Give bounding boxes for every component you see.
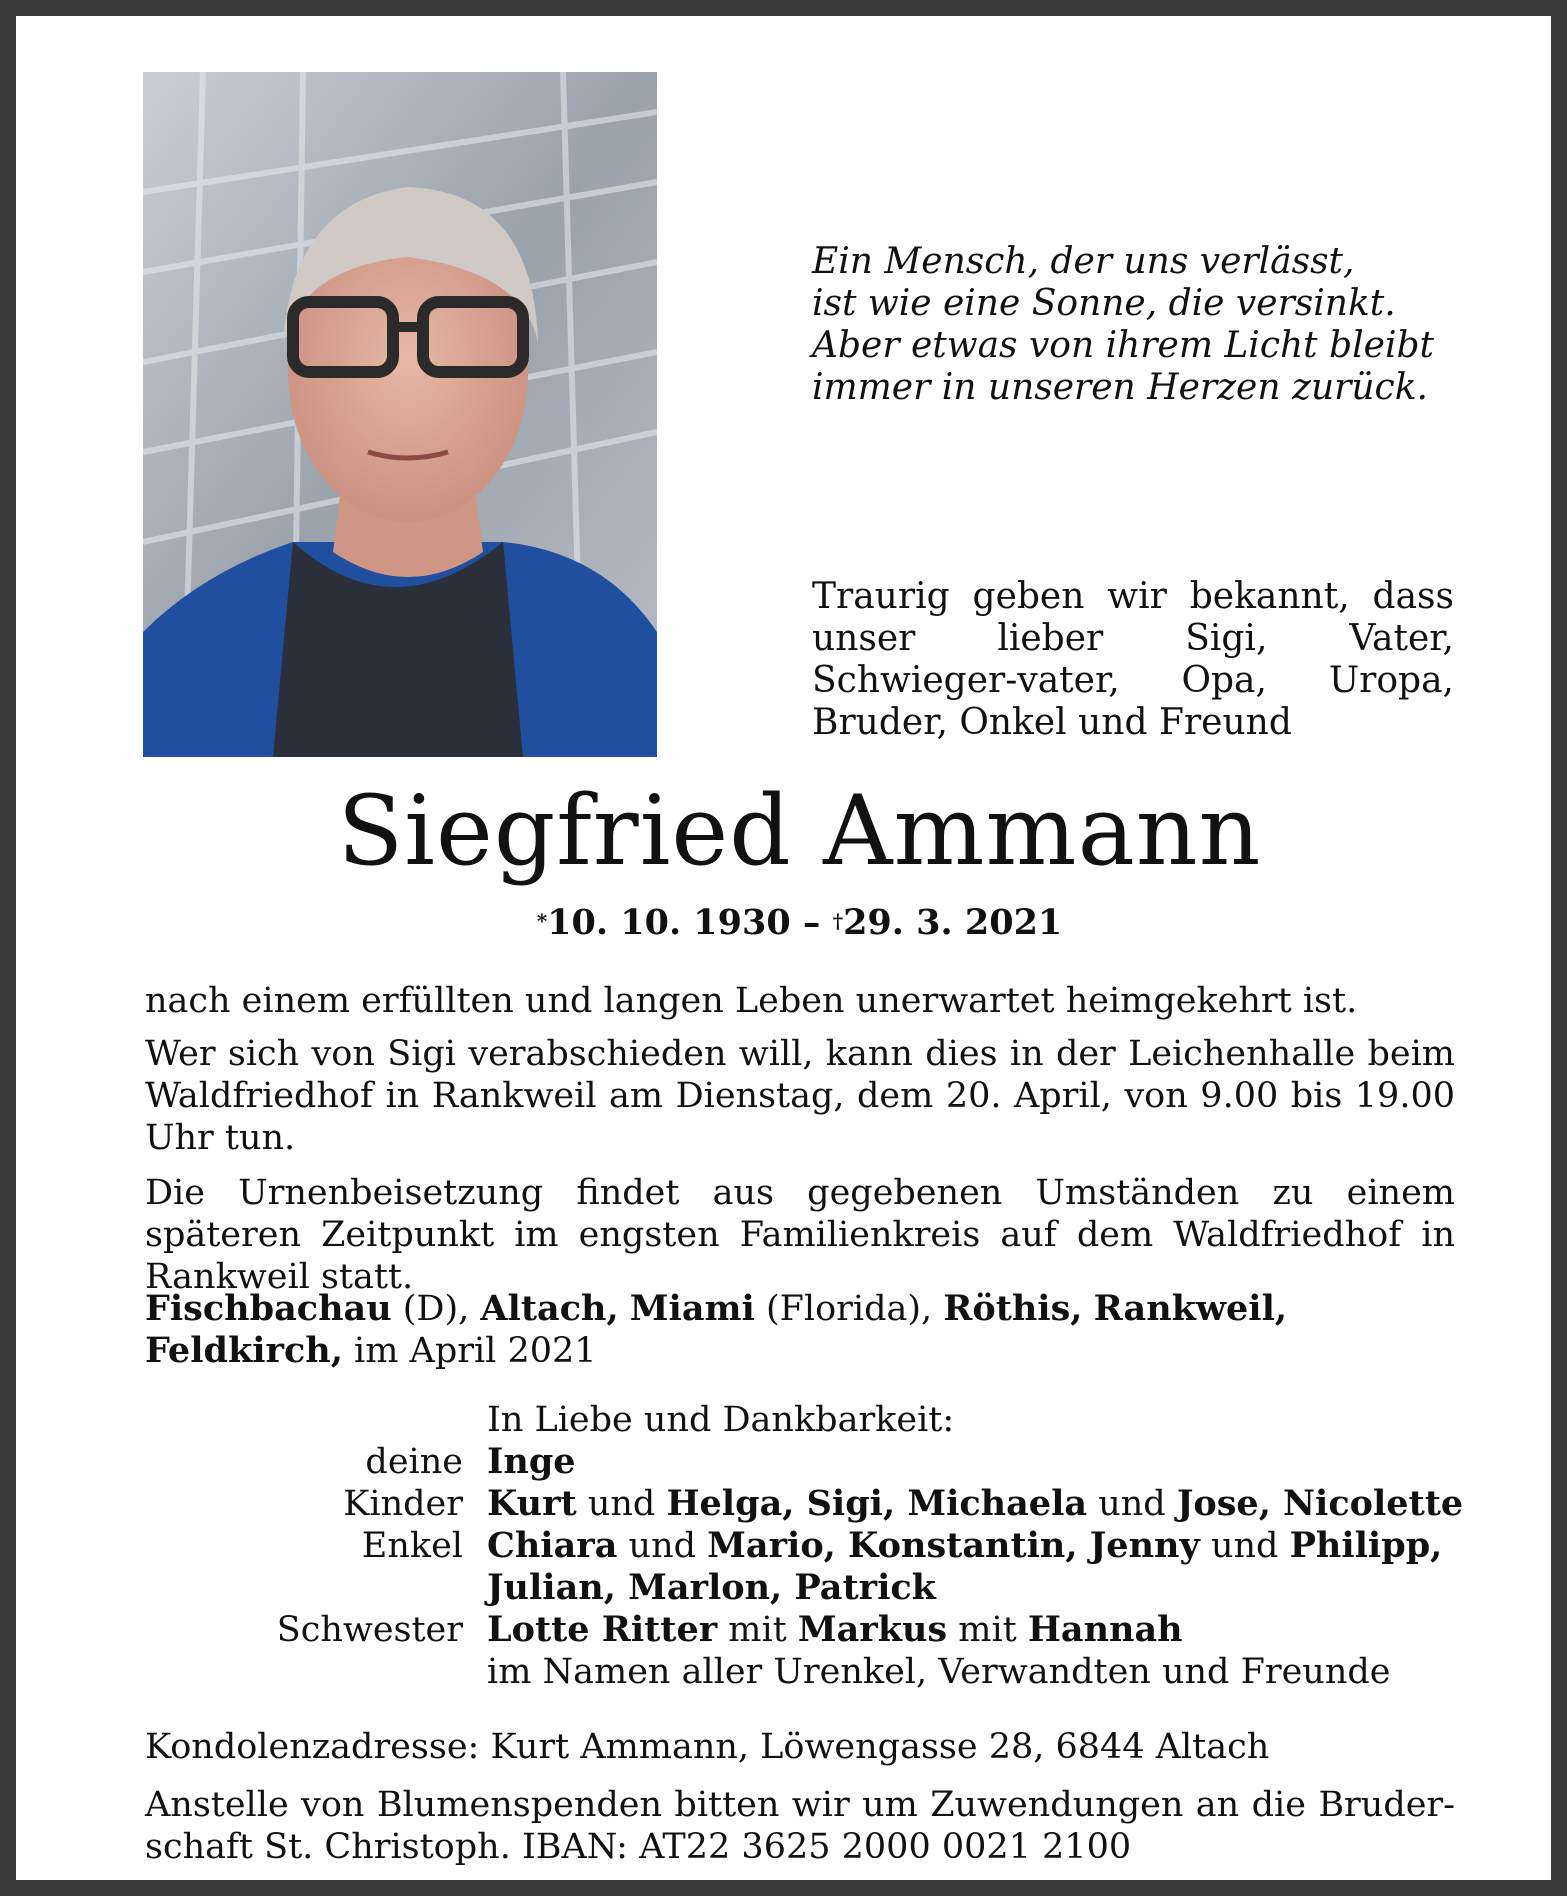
birth-symbol: * [536, 909, 548, 933]
motto-line: ist wie eine Sonne, die versinkt. [812, 283, 1396, 324]
motto-verse [812, 241, 1434, 409]
family-member: Markus [797, 1609, 948, 1650]
donation-request: Anstelle von Blumenspenden bitten wir um Zuwendungen an die Bruder-schaft St. Christoph. IBAN: AT22 3625 2000 0021 2100 [145, 1785, 1455, 1867]
announcement-intro: Traurig geben wir bekannt, dass unser lieber Sigi, Vater, Schwieger-vater, Opa, Uropa, Bruder, Onkel und Freund [812, 576, 1454, 743]
conjunction: mit [717, 1610, 798, 1650]
announcement-date: im April 2021 [342, 1331, 597, 1371]
motto-line: immer in unseren Herzen zurück. [812, 367, 1428, 408]
death-symbol: † [832, 909, 844, 933]
deceased-name: Siegfried Ammann [337, 775, 1262, 887]
motto-line: Aber etwas von ihrem Licht bleibt [812, 325, 1434, 366]
condolence-address: Kondolenzadresse: Kurt Ammann, Löwengasse 28, 6844 Altach [145, 1727, 1270, 1767]
paragraph-heimgekehrt: nach einem erfüllten und langen Leben unerwartet heimgekehrt ist. [145, 981, 1358, 1021]
date-separator: – [790, 902, 833, 943]
family-label: deine [365, 1442, 463, 1482]
family-member: Inge [487, 1441, 576, 1482]
places-and-date [145, 1288, 1455, 1372]
place: Röthis, [943, 1288, 1083, 1329]
family-label: Schwester [276, 1610, 463, 1650]
place: Miami [629, 1288, 755, 1329]
conjunction: und [1087, 1484, 1177, 1524]
portrait-photo-icon [143, 72, 657, 757]
place: Feldkirch, [145, 1330, 343, 1371]
death-date: 29. 3. 2021 [843, 902, 1063, 943]
paragraph-farewell: Wer sich von Sigi verabschieden will, kann dies in der Leichenhalle beim Waldfriedhof in Rankweil am Dienstag, dem 20. April, von 9.00 bis 19.00 Uhr tun. [145, 1034, 1455, 1158]
conjunction: und [617, 1526, 708, 1566]
life-dates [16, 902, 1567, 944]
family-member: Mario, Konstantin, Jenny [707, 1525, 1200, 1566]
family-member: Lotte Ritter [487, 1609, 718, 1650]
family-member: Jose, Nicolette [1176, 1483, 1464, 1524]
family-closing: im Namen aller Urenkel, Verwandten und Freunde [487, 1652, 1391, 1692]
place: Altach, [480, 1288, 619, 1329]
family-label: Kinder [343, 1484, 463, 1524]
place: Fischbachau [145, 1288, 392, 1329]
conjunction: mit [947, 1610, 1028, 1650]
place-note: (D), [391, 1289, 481, 1329]
family-list [145, 1399, 1465, 1693]
family-member: Kurt [487, 1483, 577, 1524]
conjunction: und [576, 1484, 667, 1524]
family-member: Julian, Marlon, Patrick [487, 1567, 936, 1608]
portrait-photo [143, 72, 657, 757]
motto-line: Ein Mensch, der uns verlässt, [812, 241, 1355, 282]
family-member: Hannah [1027, 1609, 1183, 1650]
family-member: Philipp, [1289, 1525, 1443, 1566]
paragraph-burial: Die Urnenbeisetzung findet aus gegebenen Umständen zu einem späteren Zeitpunkt im engsten Familienkreis auf dem Waldfriedhof in Rankweil statt. [145, 1173, 1455, 1297]
place: Rankweil, [1093, 1288, 1288, 1329]
family-heading: In Liebe und Dankbarkeit: [487, 1400, 955, 1440]
conjunction: und [1199, 1526, 1290, 1566]
place-note: (Florida), [754, 1289, 944, 1329]
birth-date: 10. 10. 1930 [547, 902, 791, 943]
family-member: Helga, Sigi, Michaela [666, 1483, 1088, 1524]
family-member: Chiara [487, 1525, 618, 1566]
family-label: Enkel [361, 1526, 463, 1566]
